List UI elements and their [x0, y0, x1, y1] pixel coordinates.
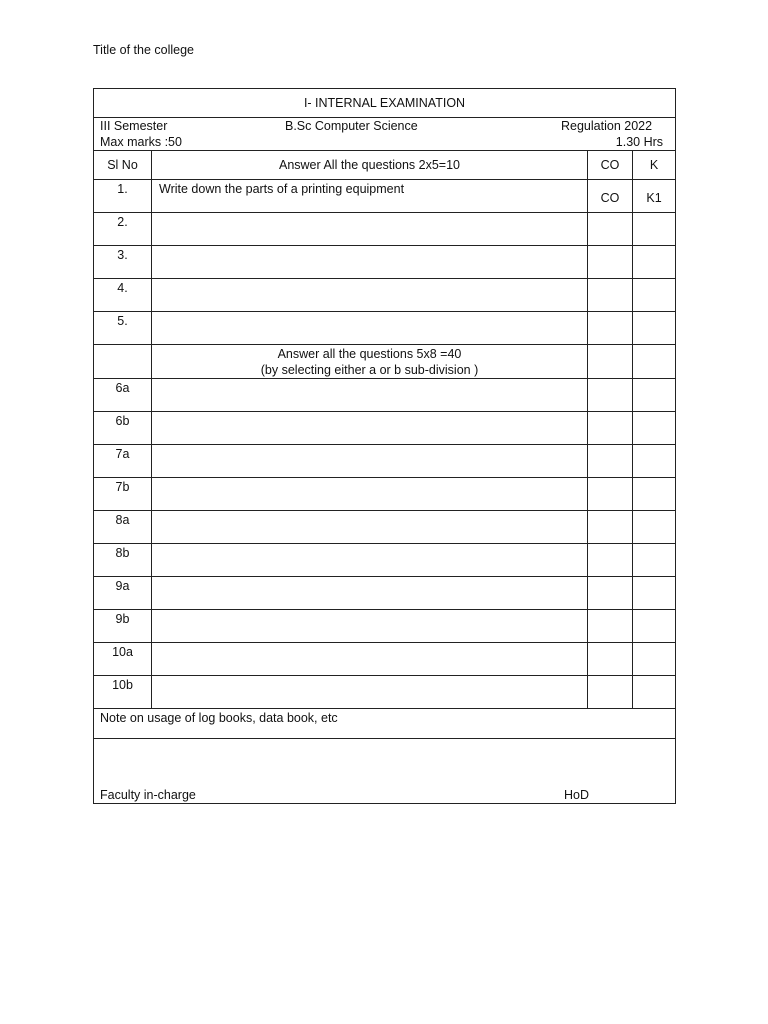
- exam-table: [93, 88, 676, 804]
- question-number: 3.: [94, 246, 152, 279]
- question-number: 8b: [94, 544, 152, 577]
- question-k: [633, 577, 676, 610]
- part-a-header-row: [94, 151, 676, 180]
- question-co: [588, 246, 633, 279]
- part-b-instruction: [152, 345, 588, 379]
- question-number: 7b: [94, 478, 152, 511]
- question-text: [152, 577, 588, 610]
- question-co: [588, 312, 633, 345]
- question-k: [633, 643, 676, 676]
- programme-label: B.Sc Computer Science: [285, 119, 418, 133]
- regulation-label: Regulation 2022: [561, 119, 653, 133]
- question-k: [633, 279, 676, 312]
- question-co: [588, 511, 633, 544]
- question-text: Write down the parts of a printing equipment: [152, 180, 588, 213]
- question-k: [633, 478, 676, 511]
- question-co: [588, 412, 633, 445]
- exam-info: [94, 118, 675, 150]
- question-k: [633, 213, 676, 246]
- question-row: [94, 246, 676, 279]
- question-co: CO: [588, 180, 633, 213]
- exam-title-row: [94, 89, 676, 118]
- question-number: 10a: [94, 643, 152, 676]
- question-text: [152, 279, 588, 312]
- question-row: [94, 511, 676, 544]
- question-number: 7a: [94, 445, 152, 478]
- question-row: [94, 676, 676, 709]
- question-text: [152, 412, 588, 445]
- signature-row: [94, 739, 676, 804]
- co-header: CO: [588, 151, 633, 180]
- semester-label: III Semester: [100, 119, 168, 133]
- question-number: 8a: [94, 511, 152, 544]
- question-number: 6a: [94, 379, 152, 412]
- question-row: [94, 213, 676, 246]
- question-k: [633, 610, 676, 643]
- question-number: 9a: [94, 577, 152, 610]
- question-text: [152, 610, 588, 643]
- note-row: [94, 709, 676, 739]
- question-number: 10b: [94, 676, 152, 709]
- question-co: [588, 379, 633, 412]
- question-row: [94, 445, 676, 478]
- question-text: [152, 213, 588, 246]
- question-row: [94, 379, 676, 412]
- faculty-in-charge-label: Faculty in-charge: [100, 788, 196, 802]
- question-co: [588, 577, 633, 610]
- question-text: [152, 478, 588, 511]
- question-k: [633, 544, 676, 577]
- question-number: 6b: [94, 412, 152, 445]
- question-co: [588, 610, 633, 643]
- question-k: [633, 246, 676, 279]
- question-number: 1.: [94, 180, 152, 213]
- part-b-instruction-line1: Answer all the questions 5x8 =40: [277, 347, 462, 361]
- question-row: [94, 544, 676, 577]
- question-co: [588, 213, 633, 246]
- exam-info-row: [94, 118, 676, 151]
- question-co: [588, 478, 633, 511]
- question-row: [94, 312, 676, 345]
- question-number: 4.: [94, 279, 152, 312]
- question-text: [152, 445, 588, 478]
- question-k: [633, 379, 676, 412]
- duration-label: 1.30 Hrs: [615, 135, 664, 149]
- k-header: K: [633, 151, 676, 180]
- question-co: [588, 676, 633, 709]
- question-number: 2.: [94, 213, 152, 246]
- question-row: [94, 610, 676, 643]
- question-k: [633, 412, 676, 445]
- question-k: [633, 312, 676, 345]
- question-text: [152, 379, 588, 412]
- exam-title: I- INTERNAL EXAMINATION: [94, 89, 676, 118]
- question-co: [588, 544, 633, 577]
- note-text: Note on usage of log books, data book, etc: [94, 709, 676, 739]
- question-row: [94, 478, 676, 511]
- question-k: K1: [633, 180, 676, 213]
- part-b-header-row: [94, 345, 676, 379]
- question-text: [152, 643, 588, 676]
- question-co: [588, 445, 633, 478]
- question-row: [94, 643, 676, 676]
- college-title: Title of the college: [93, 43, 194, 57]
- question-row: [94, 577, 676, 610]
- question-number: 9b: [94, 610, 152, 643]
- question-row: [94, 412, 676, 445]
- question-text: [152, 312, 588, 345]
- question-text: [152, 246, 588, 279]
- part-b-instruction-line2: (by selecting either a or b sub-division ): [260, 363, 479, 377]
- question-co: [588, 643, 633, 676]
- question-co: [588, 279, 633, 312]
- question-k: [633, 511, 676, 544]
- sl-no-header: Sl No: [94, 151, 152, 180]
- question-row: [94, 180, 676, 213]
- part-a-instruction: Answer All the questions 2x5=10: [152, 151, 588, 180]
- question-k: [633, 445, 676, 478]
- question-k: [633, 676, 676, 709]
- question-text: [152, 676, 588, 709]
- question-text: [152, 511, 588, 544]
- hod-label: HoD: [564, 788, 590, 802]
- question-number: 5.: [94, 312, 152, 345]
- question-row: [94, 279, 676, 312]
- max-marks-label: Max marks :50: [100, 135, 182, 149]
- question-text: [152, 544, 588, 577]
